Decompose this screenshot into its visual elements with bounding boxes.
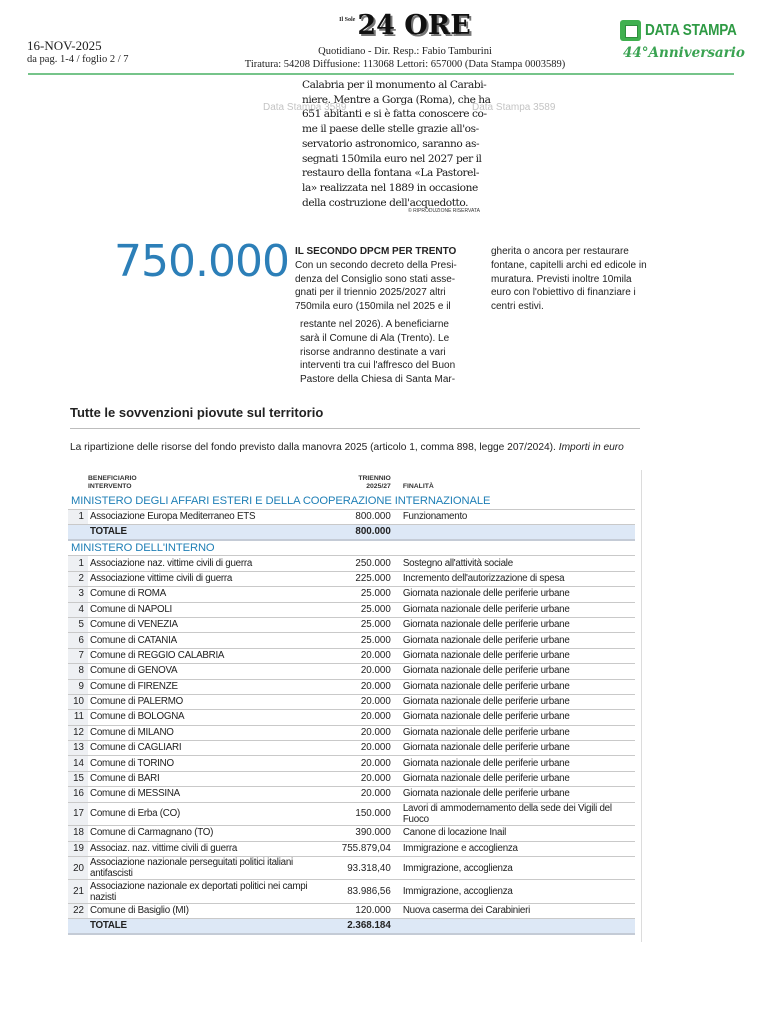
table-row — [68, 880, 635, 904]
table-row — [68, 903, 635, 918]
table-row — [68, 802, 635, 826]
table-row — [68, 633, 635, 648]
table-row — [68, 648, 635, 663]
table-row — [68, 602, 635, 617]
data-stampa-brand: DATA STAMPA — [645, 21, 737, 39]
row-number: 10 — [68, 694, 88, 709]
row-number: 11 — [68, 710, 88, 725]
row-importo: 20.000 — [315, 694, 395, 709]
data-stampa-square-icon — [620, 20, 641, 41]
row-finalita: Giornata nazionale delle periferie urbane — [395, 617, 635, 632]
row-number: 1 — [68, 509, 88, 524]
section-header-row — [68, 493, 635, 509]
row-finalita: Giornata nazionale delle periferie urbane — [395, 602, 635, 617]
row-importo: 20.000 — [315, 710, 395, 725]
row-finalita: Giornata nazionale delle periferie urbane — [395, 710, 635, 725]
row-finalita: Giornata nazionale delle periferie urbane — [395, 664, 635, 679]
row-importo: 225.000 — [315, 571, 395, 586]
row-beneficiario: Associazione vittime civili di guerra — [88, 571, 315, 586]
title-divider — [70, 428, 640, 429]
total-row — [68, 524, 635, 540]
watermark: Data Stampa 3589 — [263, 102, 347, 113]
table-row — [68, 725, 635, 740]
total-value: 800.000 — [315, 524, 395, 540]
row-number: 7 — [68, 648, 88, 663]
row-importo: 20.000 — [315, 648, 395, 663]
row-number: 13 — [68, 741, 88, 756]
article-line: Calabria per il monumento al Carabi- — [302, 79, 487, 91]
box-column-2 — [491, 245, 681, 314]
watermark: Data Stampa 3589 — [472, 102, 556, 113]
table-row — [68, 587, 635, 602]
row-importo: 20.000 — [315, 741, 395, 756]
article-line: 651 abitanti e si è fatta conoscere co- — [302, 108, 487, 121]
box-line: muratura. Previsti inoltre 10mila — [491, 273, 632, 285]
table-subtitle — [70, 442, 624, 453]
row-beneficiario: Comune di VENEZIA — [88, 617, 315, 632]
total-empty — [395, 524, 635, 540]
row-number: 3 — [68, 587, 88, 602]
logo-small-text: Il Sole — [339, 17, 356, 23]
article-line: la» realizzata nel 1889 in occasione — [302, 181, 478, 194]
row-beneficiario: Comune di GENOVA — [88, 664, 315, 679]
row-importo: 20.000 — [315, 664, 395, 679]
row-importo: 20.000 — [315, 679, 395, 694]
box-column-1 — [295, 245, 475, 314]
masthead — [230, 8, 580, 71]
table-row — [68, 787, 635, 802]
row-finalita: Immigrazione, accoglienza — [395, 856, 635, 880]
row-finalita: Giornata nazionale delle periferie urbane — [395, 587, 635, 602]
table-row — [68, 617, 635, 632]
box-line: Pastore della Chiesa di Santa Mar- — [300, 374, 456, 386]
row-beneficiario: Comune di PALERMO — [88, 694, 315, 709]
header-left — [27, 38, 128, 67]
row-number: 18 — [68, 826, 88, 841]
masthead-circulation: Tiratura: 54208 Diffusione: 113068 Lettori: 657000 (Data Stampa 0003589) — [244, 59, 566, 70]
total-empty — [395, 919, 635, 935]
box-title: IL SECONDO DPCM PER TRENTO — [295, 246, 457, 257]
article-line: segnati 150mila euro nel 2027 per il — [302, 152, 482, 165]
row-finalita: Immigrazione, accoglienza — [395, 880, 635, 904]
table-row — [68, 556, 635, 571]
box-line: denza del Consiglio sono stati asse- — [295, 273, 456, 285]
row-importo: 755.879,04 — [315, 841, 395, 856]
row-beneficiario: Comune di CATANIA — [88, 633, 315, 648]
column-divider — [641, 470, 642, 942]
row-beneficiario: Comune di MESSINA — [88, 787, 315, 802]
box-line: euro con l'obiettivo di finanziare i — [491, 287, 636, 299]
row-beneficiario: Comune di BOLOGNA — [88, 710, 315, 725]
row-finalita: Giornata nazionale delle periferie urbane — [395, 633, 635, 648]
row-importo: 250.000 — [315, 556, 395, 571]
table-row — [68, 826, 635, 841]
row-finalita: Giornata nazionale delle periferie urbane — [395, 756, 635, 771]
header-triennio: TRIENNIO 2025/27 — [358, 475, 391, 490]
box-line: interventi tra cui l'affresco del Buon — [300, 360, 456, 372]
row-finalita: Giornata nazionale delle periferie urbane — [395, 725, 635, 740]
row-finalita: Giornata nazionale delle periferie urbane — [395, 694, 635, 709]
row-importo: 20.000 — [315, 771, 395, 786]
row-importo: 20.000 — [315, 756, 395, 771]
table-row — [68, 856, 635, 880]
row-importo: 25.000 — [315, 633, 395, 648]
table-row — [68, 741, 635, 756]
total-spacer — [68, 524, 88, 540]
row-importo: 20.000 — [315, 725, 395, 740]
subtitle-italic: Importi in euro — [558, 442, 624, 453]
table-row — [68, 694, 635, 709]
total-value: 2.368.184 — [315, 919, 395, 935]
header-beneficiario: BENEFICIARIO INTERVENTO — [88, 475, 137, 490]
table-header-row — [68, 473, 635, 493]
box-line: centri estivi. — [491, 301, 544, 313]
row-number: 17 — [68, 802, 88, 826]
box-column-1b — [300, 318, 480, 387]
row-beneficiario: Comune di NAPOLI — [88, 602, 315, 617]
row-importo: 83.986,56 — [315, 880, 395, 904]
anniversary-label: 44°Anniversario — [623, 45, 745, 61]
row-number: 12 — [68, 725, 88, 740]
page-info: da pag. 1-4 / foglio 2 / 7 — [27, 54, 129, 65]
row-beneficiario: Comune di REGGIO CALABRIA — [88, 648, 315, 663]
table-row — [68, 509, 635, 524]
row-number: 16 — [68, 787, 88, 802]
box-line: gherita o ancora per restaurare — [491, 246, 629, 257]
row-finalita: Giornata nazionale delle periferie urbane — [395, 787, 635, 802]
table-title: Tutte le sovvenzioni piovute sul territorio — [70, 405, 324, 420]
big-number: 750.000 — [114, 236, 289, 287]
row-finalita: Nuova caserma dei Carabinieri — [395, 903, 635, 918]
row-importo: 150.000 — [315, 802, 395, 826]
box-line: Con un secondo decreto della Presi- — [295, 259, 457, 271]
logo-main-text: 24 ORE — [357, 10, 471, 41]
row-finalita: Giornata nazionale delle periferie urbane — [395, 741, 635, 756]
masthead-director: Quotidiano - Dir. Resp.: Fabio Tamburini — [318, 46, 492, 57]
section-name: MINISTERO DEGLI AFFARI ESTERI E DELLA COOPERAZIONE INTERNAZIONALE — [68, 493, 635, 509]
row-beneficiario: Comune di TORINO — [88, 756, 315, 771]
row-importo: 20.000 — [315, 787, 395, 802]
row-number: 2 — [68, 571, 88, 586]
row-beneficiario: Associaz. naz. vittime civili di guerra — [88, 841, 315, 856]
article-line: me il paese delle stelle grazie all'os- — [302, 123, 479, 136]
total-row — [68, 919, 635, 935]
row-number: 14 — [68, 756, 88, 771]
article-column — [302, 78, 491, 210]
row-beneficiario: Comune di BARI — [88, 771, 315, 786]
row-beneficiario: Comune di FIRENZE — [88, 679, 315, 694]
row-number: 22 — [68, 903, 88, 918]
row-beneficiario: Comune di Erba (CO) — [88, 802, 315, 826]
table-row — [68, 664, 635, 679]
newspaper-logo — [339, 11, 471, 41]
copyright-notice: © RIPRODUZIONE RISERVATA — [408, 208, 480, 214]
row-number: 20 — [68, 856, 88, 880]
row-number: 15 — [68, 771, 88, 786]
box-line: sarà il Comune di Ala (Trento). Le — [300, 332, 450, 344]
table-row — [68, 771, 635, 786]
row-finalita: Lavori di ammodernamento della sede dei Vigili del Fuoco — [395, 802, 635, 826]
row-finalita: Giornata nazionale delle periferie urbane — [395, 771, 635, 786]
row-finalita: Giornata nazionale delle periferie urbane — [395, 648, 635, 663]
row-beneficiario: Associazione Europa Mediterraneo ETS — [88, 509, 315, 524]
total-spacer — [68, 919, 88, 935]
row-number: 5 — [68, 617, 88, 632]
row-number: 1 — [68, 556, 88, 571]
row-finalita: Sostegno all'attività sociale — [395, 556, 635, 571]
publication-date: 16-NOV-2025 — [27, 38, 102, 53]
row-importo: 120.000 — [315, 903, 395, 918]
table-row — [68, 679, 635, 694]
table-body — [68, 493, 635, 934]
row-beneficiario: Comune di Basiglio (MI) — [88, 903, 315, 918]
row-importo: 25.000 — [315, 587, 395, 602]
table-row — [68, 571, 635, 586]
data-stampa-logo — [620, 20, 753, 61]
row-beneficiario: Comune di CAGLIARI — [88, 741, 315, 756]
grants-table — [68, 473, 635, 935]
table-row — [68, 756, 635, 771]
row-importo: 390.000 — [315, 826, 395, 841]
subtitle-text: La ripartizione delle risorse del fondo previsto dalla manovra 2025 (articolo 1, comma 898, legge 207/2024). — [70, 442, 556, 453]
header-divider — [28, 73, 734, 75]
section-name: MINISTERO DELL'INTERNO — [68, 540, 635, 556]
table-row — [68, 710, 635, 725]
row-beneficiario: Associazione naz. vittime civili di guerra — [88, 556, 315, 571]
row-finalita: Canone di locazione Inail — [395, 826, 635, 841]
row-number: 6 — [68, 633, 88, 648]
row-finalita: Incremento dell'autorizzazione di spesa — [395, 571, 635, 586]
row-beneficiario: Associazione nazionale perseguitati politici italiani antifascisti — [88, 856, 315, 880]
row-number: 21 — [68, 880, 88, 904]
row-importo: 25.000 — [315, 602, 395, 617]
row-number: 8 — [68, 664, 88, 679]
article-line: della costruzione dell'acquedotto. — [302, 196, 469, 209]
row-beneficiario: Comune di ROMA — [88, 587, 315, 602]
article-line: restauro della fontana «La Pastorel- — [302, 167, 480, 180]
row-number: 9 — [68, 679, 88, 694]
row-importo: 25.000 — [315, 617, 395, 632]
total-label: TOTALE — [88, 524, 315, 540]
table-row — [68, 841, 635, 856]
row-importo: 800.000 — [315, 509, 395, 524]
row-beneficiario: Comune di MILANO — [88, 725, 315, 740]
row-finalita: Immigrazione e accoglienza — [395, 841, 635, 856]
box-line: risorse andranno destinate a vari — [300, 346, 446, 358]
row-number: 19 — [68, 841, 88, 856]
box-line: restante nel 2026). A beneficiarne — [300, 319, 449, 330]
total-label: TOTALE — [88, 919, 315, 935]
box-line: gnati per il triennio 2025/2027 altri — [295, 287, 446, 299]
row-number: 4 — [68, 602, 88, 617]
article-line: servatorio astronomico, saranno as- — [302, 137, 480, 150]
section-header-row — [68, 540, 635, 556]
box-line: fontane, capitelli archi ed edicole in — [491, 259, 647, 271]
row-beneficiario: Comune di Carmagnano (TO) — [88, 826, 315, 841]
row-importo: 93.318,40 — [315, 856, 395, 880]
article-line: niere. Mentre a Gorga (Roma), che ha — [302, 93, 491, 106]
box-line: 750mila euro (150mila nel 2025 e il — [295, 301, 451, 313]
row-finalita: Giornata nazionale delle periferie urbane — [395, 679, 635, 694]
row-beneficiario: Associazione nazionale ex deportati politici nei campi nazisti — [88, 880, 315, 904]
header-finalita: FINALITÀ — [402, 483, 434, 490]
row-finalita: Funzionamento — [395, 509, 635, 524]
